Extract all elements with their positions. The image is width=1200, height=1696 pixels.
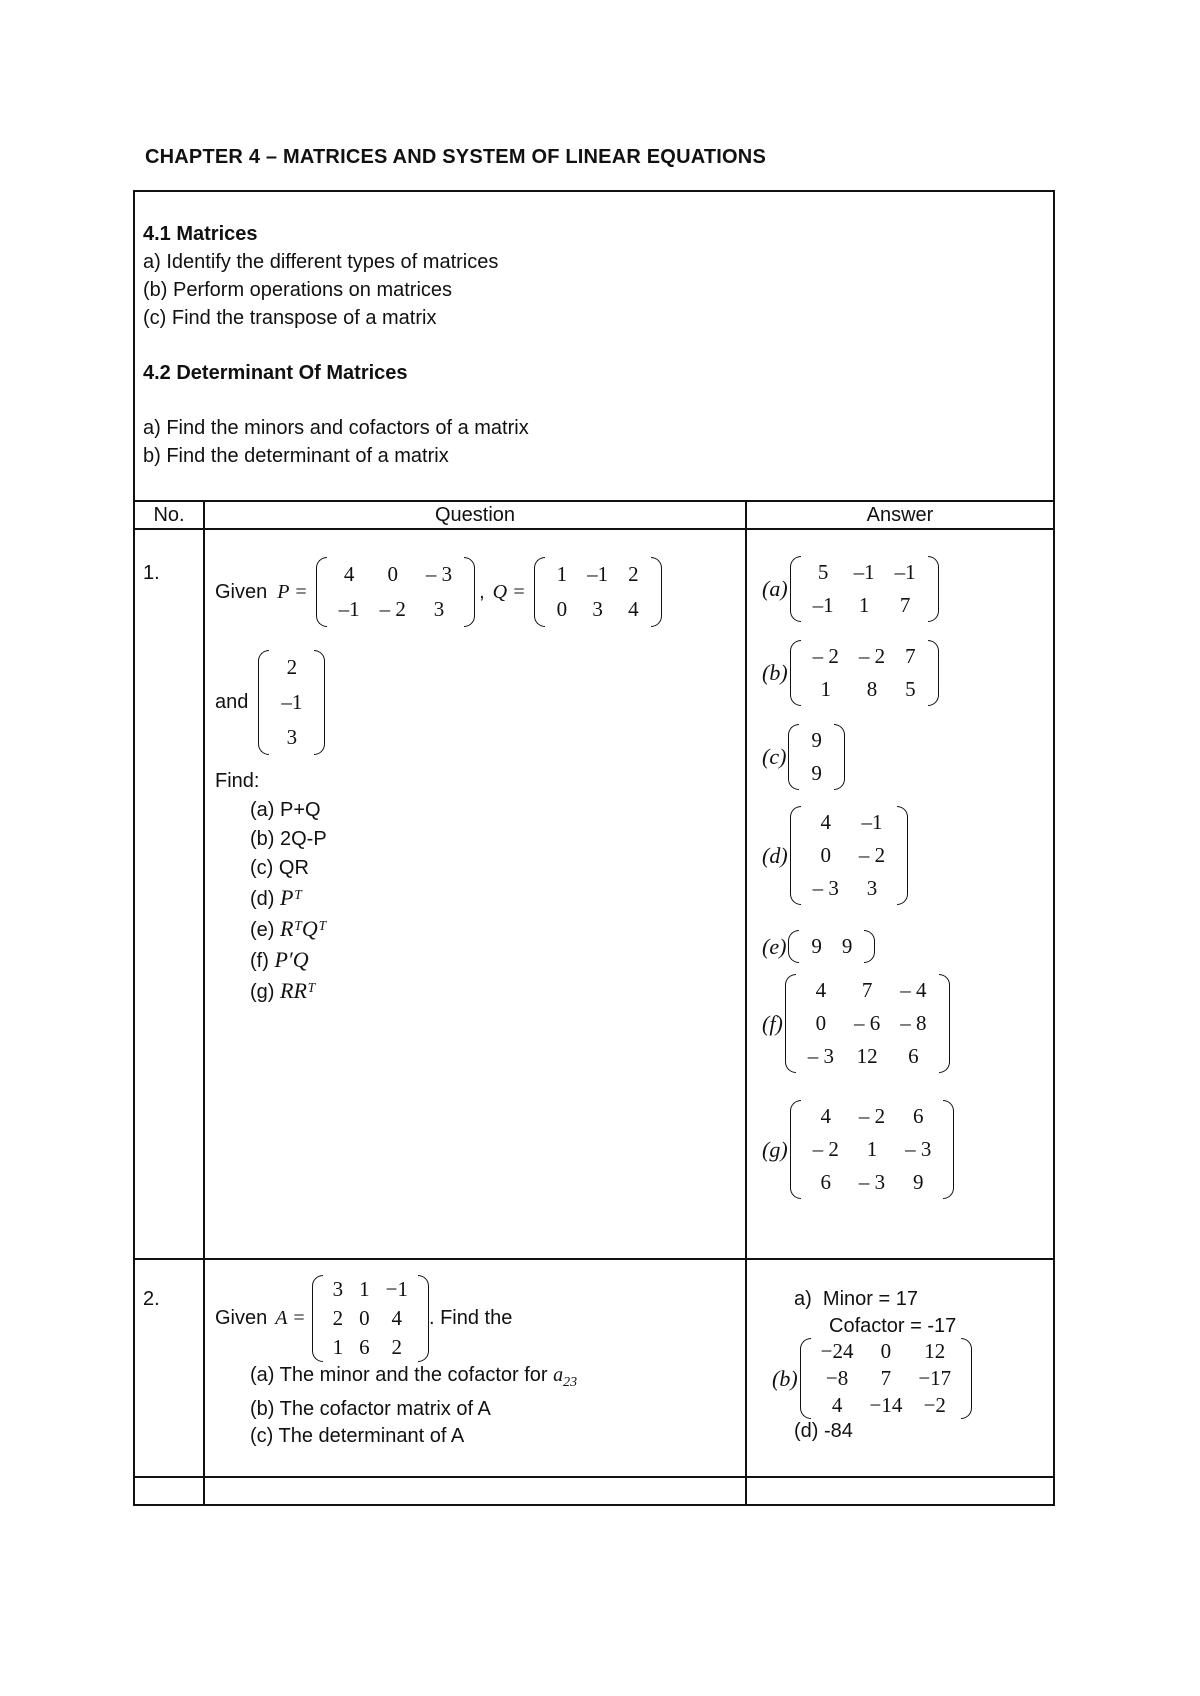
question-number: 1. <box>143 562 160 584</box>
matrix-p-entry: 3 <box>433 597 445 621</box>
answer-matrix-entry: 9 <box>913 1170 924 1194</box>
answer-matrix <box>790 556 939 622</box>
matrix-cofactor-entry: 7 <box>880 1366 892 1390</box>
q2-a-label: A = <box>275 1306 306 1329</box>
matrix-r-entry: –1 <box>281 689 303 714</box>
q1-comma: , <box>479 580 485 603</box>
matrix-q-entry: 1 <box>556 562 568 586</box>
q1-find-label: Find: <box>215 770 260 792</box>
answer-matrix <box>790 1100 955 1199</box>
q1-answer <box>762 724 845 790</box>
column-header-question: Question <box>434 504 516 526</box>
page-title: CHAPTER 4 – MATRICES AND SYSTEM OF LINEAR EQUATIONS <box>145 146 766 168</box>
matrix-cofactor-entry: 12 <box>924 1339 946 1363</box>
q1-p-label: P = <box>277 580 308 603</box>
answer-matrix <box>788 930 875 963</box>
objectives-block <box>143 220 529 470</box>
answer-matrix-entry: 1 <box>858 593 870 617</box>
answer-matrix-entry: – 2 <box>858 644 886 668</box>
q2-answer-a: a) Minor = 17 <box>794 1288 918 1310</box>
answer-matrix <box>788 724 845 790</box>
table-rule <box>133 1476 1055 1478</box>
matrix-p-entry: –1 <box>338 597 360 621</box>
q1-q-label: Q = <box>492 580 526 603</box>
answer-matrix-entry: 4 <box>815 978 827 1002</box>
matrix-a-entry: 2 <box>391 1334 403 1359</box>
answer-matrix-entry: – 2 <box>858 1104 886 1128</box>
answer-matrix-entry: 12 <box>856 1044 878 1068</box>
answer-matrix-entry: – 3 <box>807 1044 835 1068</box>
q1-answer <box>762 974 950 1073</box>
answer-matrix-entry: 6 <box>820 1170 832 1194</box>
q2-answer-cofactor: Cofactor = -17 <box>829 1315 957 1337</box>
answer-matrix-entry: – 2 <box>858 843 886 867</box>
matrix-cofactor <box>800 1338 973 1419</box>
matrix-cofactor-entry: 4 <box>831 1393 843 1417</box>
answer-matrix-entry: – 6 <box>854 1011 881 1035</box>
answer-matrix-entry: – 3 <box>905 1137 932 1161</box>
answer-matrix-entry: – 2 <box>812 1137 839 1161</box>
q1-answer <box>762 640 939 706</box>
q2-find-the: . Find the <box>428 1306 513 1329</box>
matrix-cofactor-entry: −24 <box>820 1339 854 1363</box>
answer-matrix-entry: 5 <box>817 560 829 584</box>
answer-matrix-entry: 8 <box>866 677 878 701</box>
answer-label: (d) <box>762 842 788 868</box>
q1-given-text: Given <box>215 580 268 603</box>
table-rule <box>133 500 1055 502</box>
matrix-cofactor-entry: −8 <box>825 1366 849 1390</box>
matrix-p-entry: – 2 <box>379 597 406 621</box>
matrix-a-entry: 6 <box>359 1334 370 1359</box>
q2-part: (c) The determinant of A <box>250 1425 465 1447</box>
q2-given-line <box>215 1276 512 1360</box>
matrix-r-entry: 2 <box>286 654 298 679</box>
answer-matrix-entry: 1 <box>866 1137 878 1161</box>
column-header-answer: Answer <box>866 504 934 526</box>
answer-label: (c) <box>762 744 787 769</box>
objective-item: (b) Perform operations on matrices <box>143 279 453 301</box>
matrix-q <box>534 557 662 627</box>
answer-label: (f) <box>762 1010 783 1036</box>
matrix-a-entry: 1 <box>359 1276 370 1301</box>
answer-matrix-entry: 9 <box>811 761 822 785</box>
answer-label: (g) <box>762 1136 788 1162</box>
answer-matrix-entry: –1 <box>861 810 883 834</box>
q1-part: (d) Pᵀ <box>250 885 302 910</box>
q1-part: (e) RᵀQᵀ <box>250 916 327 941</box>
objective-item: a) Find the minors and cofactors of a matrix <box>143 417 529 439</box>
matrix-a-entry: 2 <box>332 1305 344 1330</box>
matrix-q-entry: 4 <box>628 597 639 621</box>
q1-answer <box>762 930 875 963</box>
q1-given-line <box>215 552 662 632</box>
column-header-no: No. <box>153 504 185 526</box>
answer-matrix-entry: – 3 <box>858 1170 886 1194</box>
table-rule <box>133 1258 1055 1260</box>
answer-matrix-entry: 6 <box>908 1044 919 1068</box>
answer-matrix-entry: – 4 <box>900 978 927 1002</box>
answer-matrix-entry: 1 <box>820 677 832 701</box>
answer-matrix <box>790 640 939 706</box>
q2-part: (a) The minor and the cofactor for $a_{23}$ <box>250 1364 578 1390</box>
matrix-cofactor-entry: −14 <box>869 1393 903 1417</box>
answer-matrix-entry: –1 <box>812 593 834 617</box>
matrix-a-entry: 0 <box>359 1305 370 1330</box>
question-number: 2. <box>143 1288 160 1310</box>
matrix-p-entry: – 3 <box>425 562 453 586</box>
answer-matrix-entry: 7 <box>905 644 916 668</box>
column-divider <box>745 500 747 1506</box>
answer-matrix-entry: 5 <box>905 677 916 701</box>
answer-matrix-entry: 7 <box>899 593 911 617</box>
matrix-p-entry: 0 <box>387 562 398 586</box>
q2-parts-list <box>250 1362 577 1450</box>
matrix-cofactor-entry: −2 <box>923 1393 946 1417</box>
answer-matrix-entry: 4 <box>820 810 832 834</box>
answer-matrix-entry: –1 <box>853 560 875 584</box>
answer-matrix-entry: 6 <box>913 1104 924 1128</box>
matrix-a-entry: −1 <box>385 1276 408 1301</box>
q2-answer-d: (d) -84 <box>794 1420 853 1442</box>
q1-and-line <box>215 642 325 762</box>
answer-matrix-entry: 0 <box>820 843 832 867</box>
matrix-a <box>312 1275 429 1362</box>
q1-part: (f) P′Q <box>250 947 309 972</box>
objective-item: b) Find the determinant of a matrix <box>143 445 449 467</box>
answer-matrix-entry: 4 <box>820 1104 832 1128</box>
q1-part: (g) RRᵀ <box>250 978 316 1003</box>
answer-matrix-entry: 0 <box>815 1011 827 1035</box>
matrix-a-entry: 4 <box>391 1305 403 1330</box>
answer-matrix-entry: – 2 <box>812 644 839 668</box>
section-heading-matrices: 4.1 Matrices <box>143 223 258 245</box>
q1-parts-list <box>250 796 327 1007</box>
q1-answer <box>762 1100 954 1199</box>
matrix-q-entry: –1 <box>587 562 609 586</box>
q2-given-text: Given <box>215 1306 268 1329</box>
q1-part: (a) P+Q <box>250 799 321 821</box>
matrix-r-entry: 3 <box>286 724 298 749</box>
matrix-r <box>258 650 325 755</box>
matrix-p <box>316 557 476 627</box>
answer-label: (a) <box>762 576 788 601</box>
answer-matrix-entry: –1 <box>894 560 916 584</box>
q1-part: (b) 2Q-P <box>250 828 327 850</box>
section-heading-determinant: 4.2 Determinant Of Matrices <box>143 362 408 384</box>
q1-answer <box>762 806 908 905</box>
answer-matrix <box>790 806 909 905</box>
matrix-a-entry: 1 <box>332 1334 344 1359</box>
objective-item: (c) Find the transpose of a matrix <box>143 307 437 329</box>
answer-matrix-entry: – 3 <box>812 876 839 900</box>
a23-symbol: a <box>553 1364 564 1386</box>
table-rule <box>133 528 1055 530</box>
q2-part: (b) The cofactor matrix of A <box>250 1398 491 1420</box>
matrix-cofactor-entry: −17 <box>918 1366 952 1390</box>
q2-answer-b: (b) −24 0 12 −8 7 −17 4 −14 −2 <box>772 1338 972 1419</box>
matrix-q-entry: 0 <box>556 597 568 621</box>
q1-part: (c) QR <box>250 857 309 879</box>
objective-item: a) Identify the different types of matrices <box>143 251 499 273</box>
answer-matrix-entry: 9 <box>811 728 822 752</box>
answer-matrix-entry: – 8 <box>900 1011 927 1035</box>
answer-matrix-entry: 3 <box>866 876 878 900</box>
q1-answer <box>762 556 939 622</box>
answer-matrix-entry: 9 <box>811 934 822 958</box>
answer-matrix <box>785 974 950 1073</box>
column-divider <box>203 500 205 1506</box>
answer-matrix-entry: 7 <box>861 978 873 1002</box>
answer-label: (b) <box>762 660 788 685</box>
answer-matrix-entry: 9 <box>841 934 853 958</box>
matrix-p-entry: 4 <box>343 562 355 586</box>
answer-label: (e) <box>762 933 787 959</box>
matrix-cofactor-entry: 0 <box>880 1339 892 1363</box>
matrix-a-entry: 3 <box>332 1276 344 1301</box>
matrix-q-entry: 3 <box>592 597 603 621</box>
q1-and-text: and <box>215 690 249 713</box>
matrix-q-entry: 2 <box>628 562 639 586</box>
